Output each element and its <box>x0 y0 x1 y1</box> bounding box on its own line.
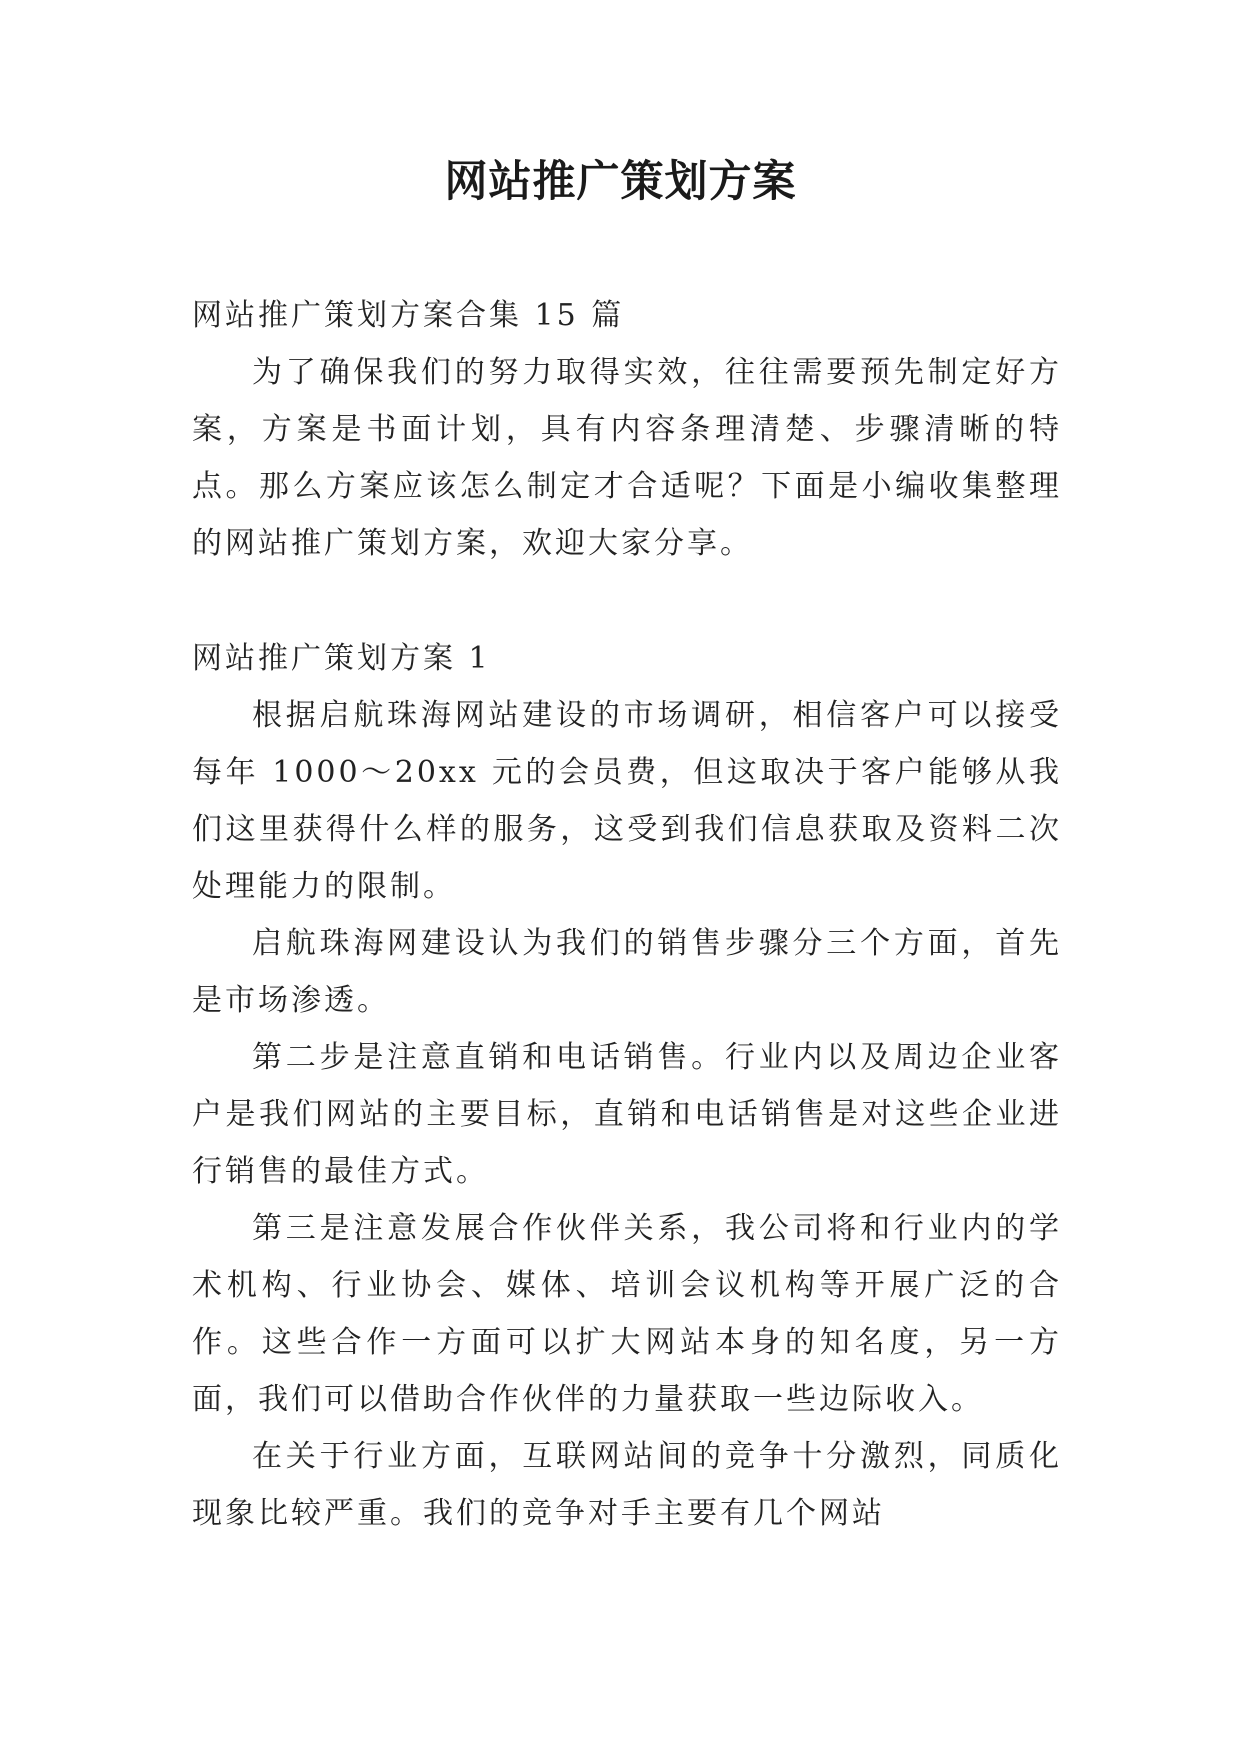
section-heading: 网站推广策划方案 1 <box>192 641 491 676</box>
body-paragraph: 第二步是注意直销和电话销售。行业内以及周边企业客户是我们网站的主要目标，直销和电话销售是对这些企业进行销售的最佳方式。 <box>192 1040 1062 1189</box>
body-paragraph: 在关于行业方面，互联网站间的竞争十分激烈，同质化现象比较严重。我们的竞争对手主要有几个网站 <box>192 1439 1062 1531</box>
body-paragraph: 根据启航珠海网站建设的市场调研，相信客户可以接受每年 1000～20xx 元的会员费，但这取决于客户能够从我们这里获得什么样的服务，这受到我们信息获取及资料二次处理能力的限制。 <box>192 698 1062 904</box>
document-title: 网站推广策划方案 <box>444 157 797 207</box>
intro-paragraph: 为了确保我们的努力取得实效，往往需要预先制定好方案，方案是书面计划，具有内容条理清楚、步骤清晰的特点。那么方案应该怎么制定才合适呢？下面是小编收集整理的网站推广策划方案，欢迎大家分享。 <box>192 355 1062 561</box>
collection-subtitle: 网站推广策划方案合集 15 篇 <box>192 298 625 333</box>
body-paragraph: 启航珠海网建设认为我们的销售步骤分三个方面，首先是市场渗透。 <box>192 926 1062 1018</box>
section-gap <box>192 572 1062 630</box>
document-body <box>192 287 1062 1542</box>
body-paragraph: 第三是注意发展合作伙伴关系，我公司将和行业内的学术机构、行业协会、媒体、培训会议机构等开展广泛的合作。这些合作一方面可以扩大网站本身的知名度，另一方面，我们可以借助合作伙伴的力量获取一些边际收入。 <box>192 1211 1062 1417</box>
